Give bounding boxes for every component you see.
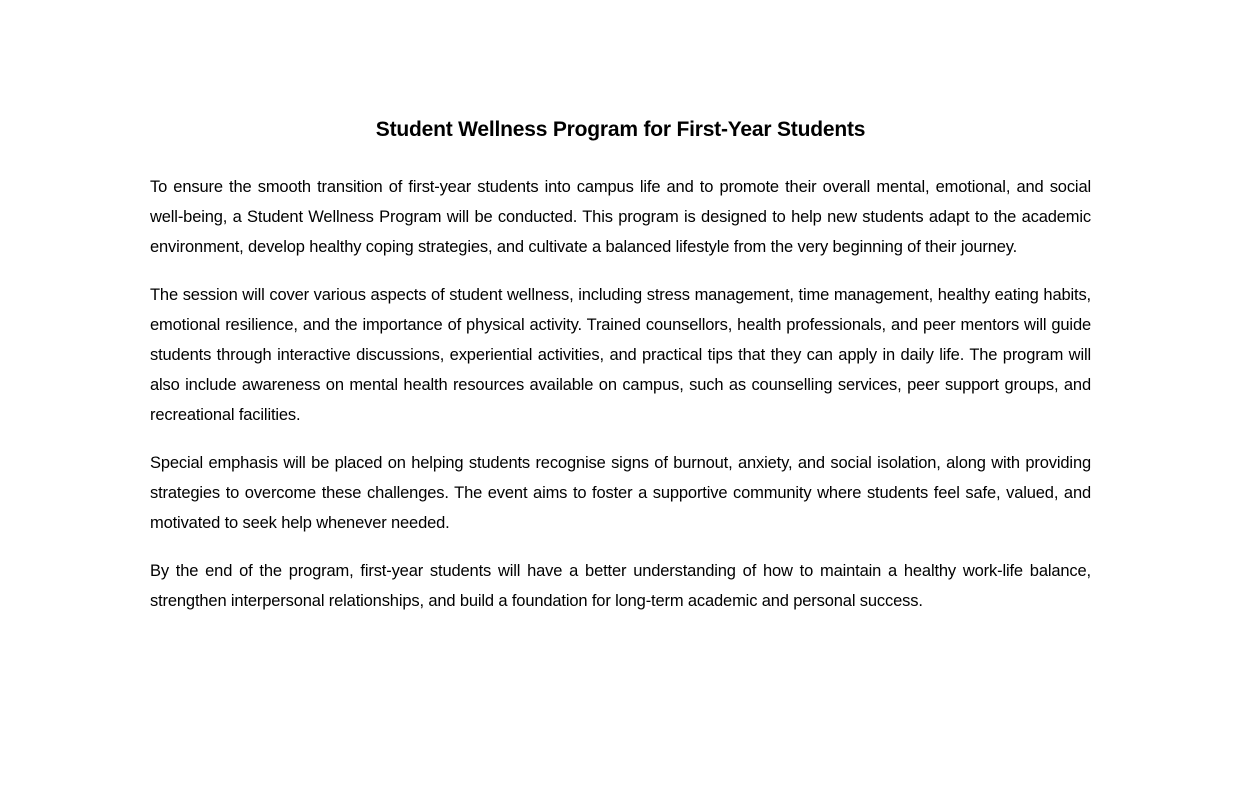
paragraph-special-emphasis: Special emphasis will be placed on helping students recognise signs of burnout, anxiety, and social isolation, along with providing strategies to overcome these challenges. The event aims to foster a supportive community where students feel safe, valued, and motivated to seek help whenever needed. <box>150 454 1091 532</box>
document-title: Student Wellness Program for First-Year Students <box>375 118 866 141</box>
document-page <box>150 0 1091 616</box>
paragraph-intro: To ensure the smooth transition of first-year students into campus life and to promote their overall mental, emotional, and social well-being, a Student Wellness Program will be conducted. This program is designed to help new students adapt to the academic environment, develop healthy coping strategies, and cultivate a balanced lifestyle from the very beginning of their journey. <box>150 178 1091 256</box>
paragraph-session-coverage: The session will cover various aspects of student wellness, including stress management, time management, healthy eating habits, emotional resilience, and the importance of physical activity. Trained counsellors, health professionals, and peer mentors will guide students through interactive discussions, experiential activities, and practical tips that they can apply in daily life. The program will also include awareness on mental health resources available on campus, such as counselling services, peer support groups, and recreational facilities. <box>150 286 1091 424</box>
paragraph-outcomes: By the end of the program, first-year students will have a better understanding of how to maintain a healthy work-life balance, strengthen interpersonal relationships, and build a foundation for long-term academic and personal success. <box>150 562 1091 610</box>
